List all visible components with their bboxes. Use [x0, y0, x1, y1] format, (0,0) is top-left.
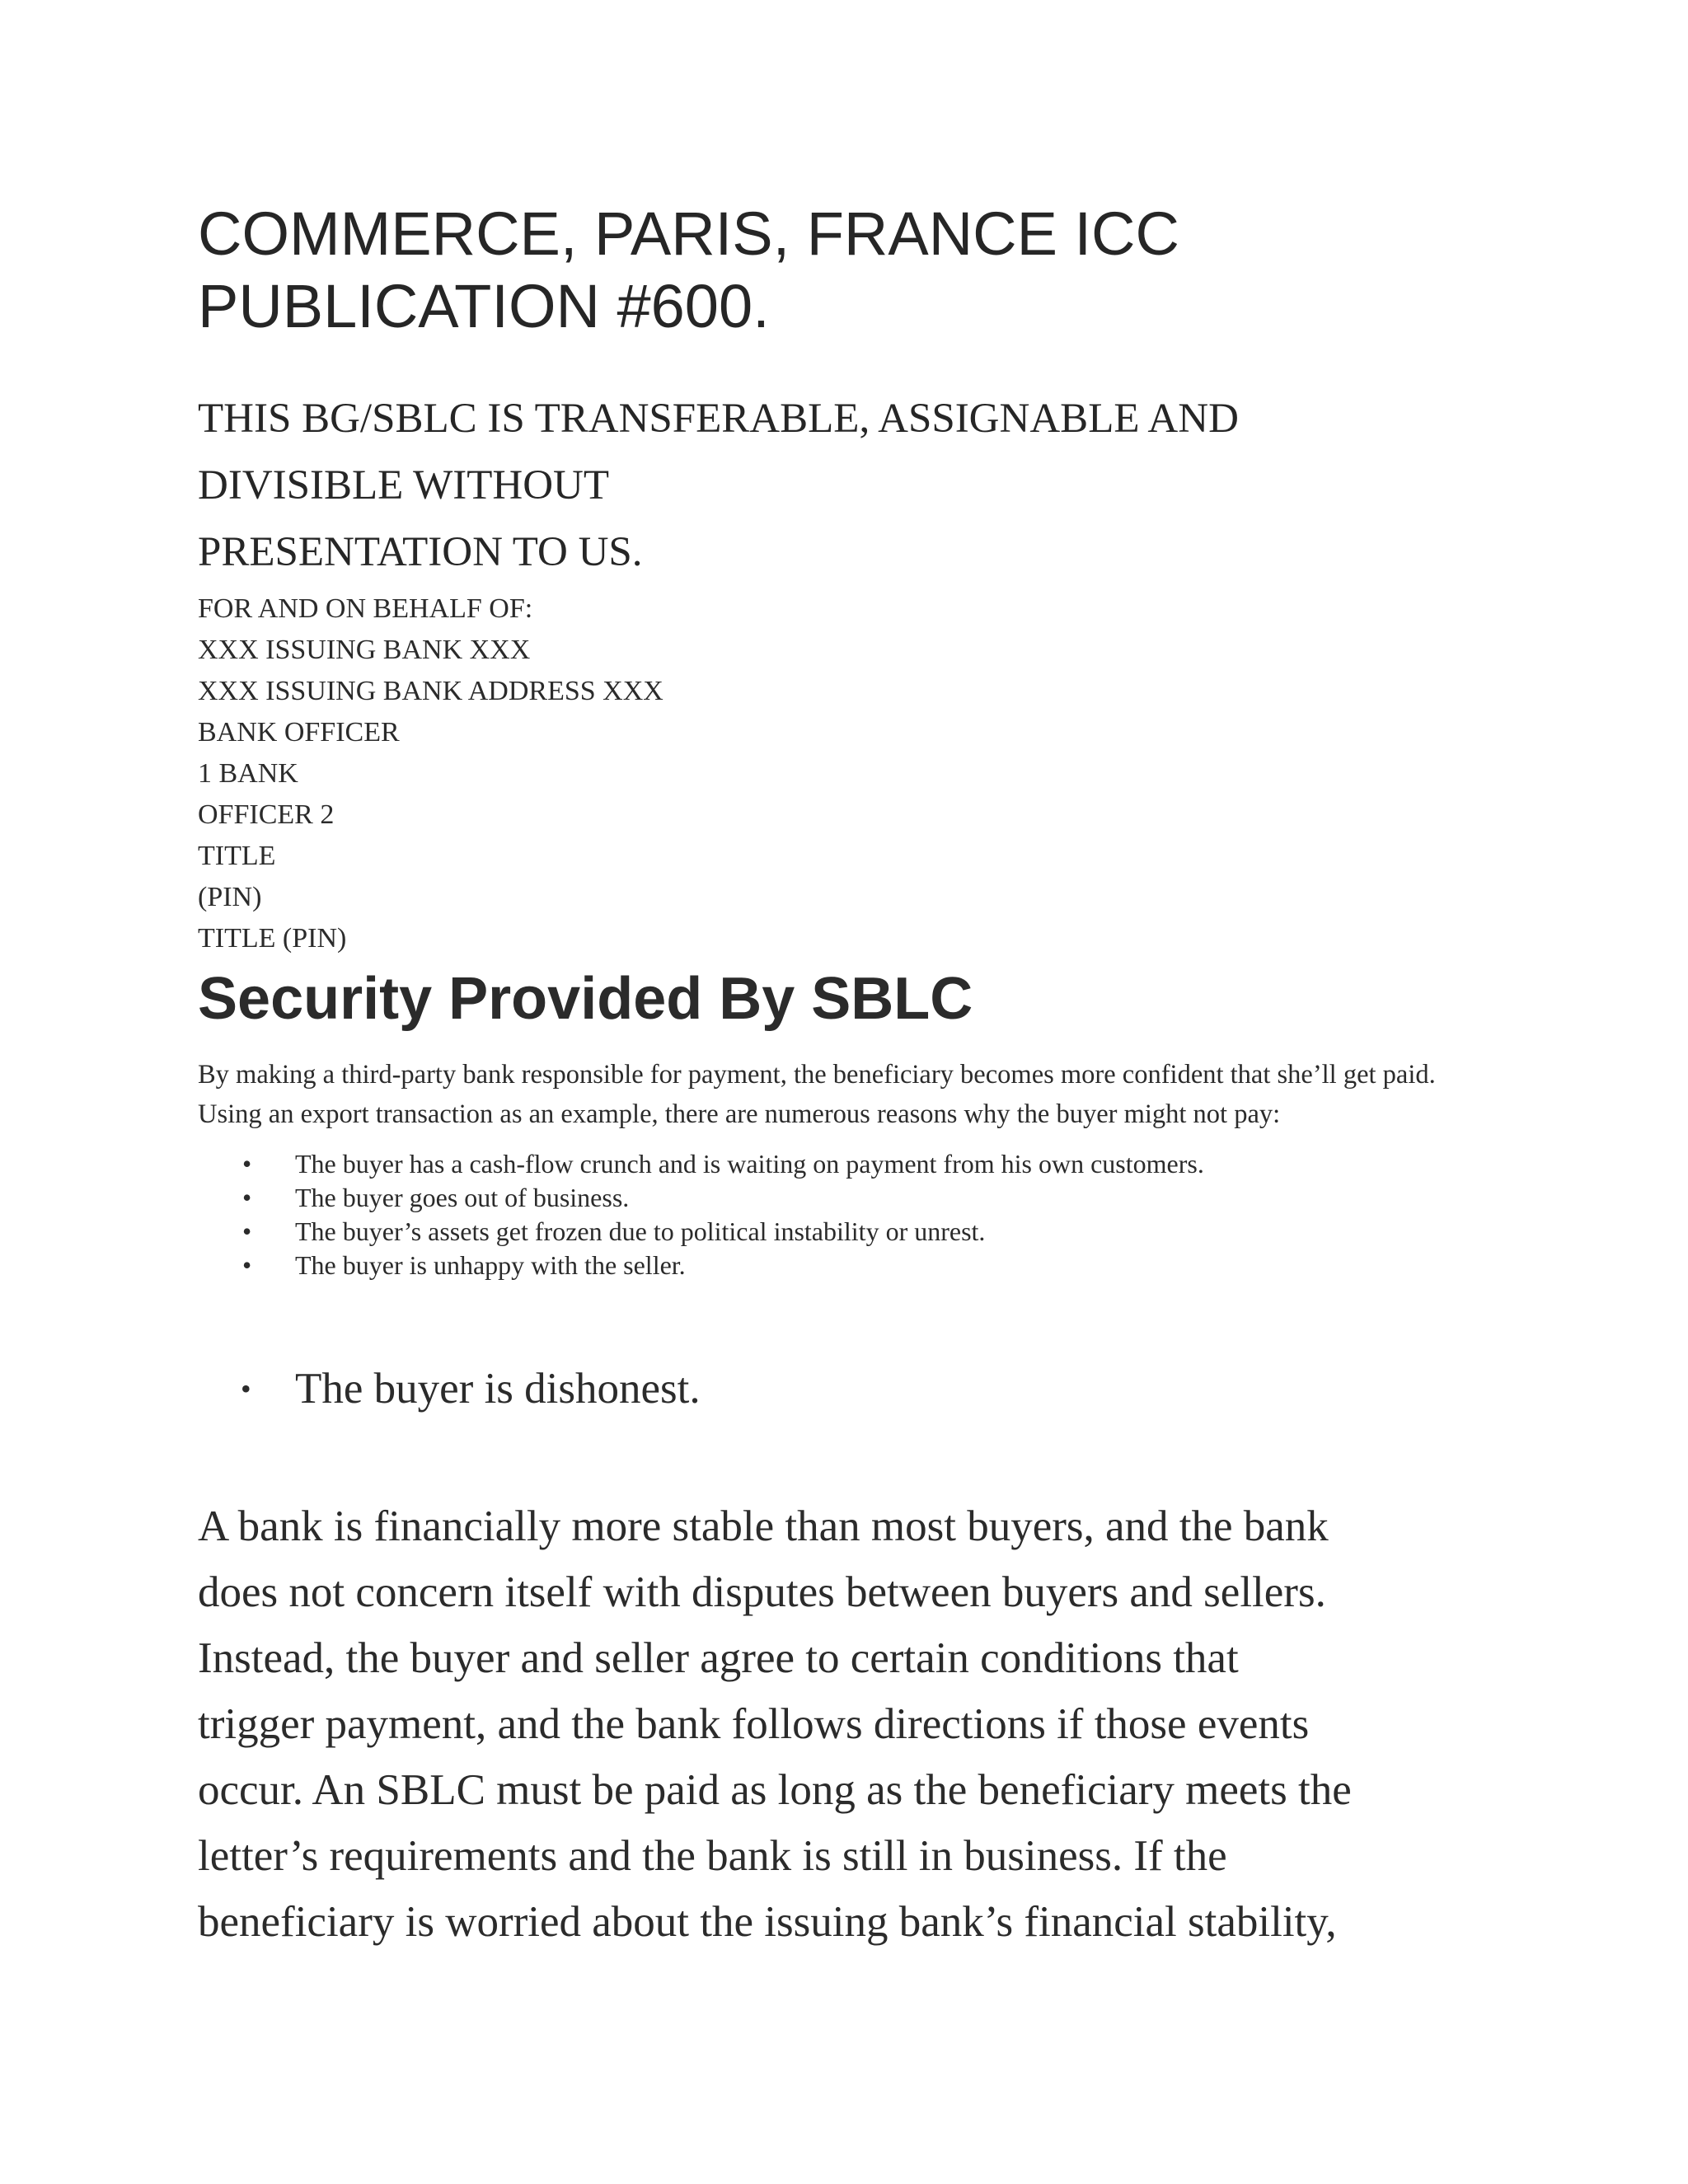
paragraph-line: does not concern itself with disputes between buyers and sellers. [198, 1568, 1326, 1616]
signature-line: TITLE (PIN) [198, 923, 347, 954]
transfer-line: THIS BG/SBLC IS TRANSFERABLE, ASSIGNABLE AND [198, 396, 1239, 442]
signature-line: XXX ISSUING BANK XXX [198, 635, 531, 665]
paragraph-line: trigger payment, and the bank follows directions if those events [198, 1700, 1310, 1748]
list-item-text: The buyer is dishonest. [295, 1365, 701, 1413]
signature-line: OFFICER 2 [198, 799, 335, 830]
paragraph-line: beneficiary is worried about the issuing bank’s financial stability, [198, 1898, 1337, 1946]
transfer-line: PRESENTATION TO US. [198, 529, 643, 575]
reasons-list-continued [198, 1360, 1484, 1418]
list-item-text: The buyer goes out of business. [295, 1183, 630, 1212]
signature-line: TITLE [198, 841, 276, 871]
signature-line: XXX ISSUING BANK ADDRESS XXX [198, 676, 663, 706]
list-item-text: The buyer is unhappy with the seller. [295, 1250, 686, 1280]
list-item [198, 1181, 1484, 1215]
bullet-icon: • [242, 1216, 252, 1246]
signature-line: BANK OFFICER [198, 717, 400, 748]
signature-line: 1 BANK [198, 758, 298, 789]
bullet-icon: • [241, 1372, 251, 1405]
paragraph-line: letter’s requirements and the bank is still in business. If the [198, 1832, 1227, 1880]
transfer-line: DIVISIBLE WITHOUT [198, 462, 610, 509]
list-item-text: The buyer’s assets get frozen due to political instability or unrest. [295, 1216, 986, 1246]
body-paragraph [198, 1493, 1517, 1955]
section-title: Security Provided By SBLC [198, 966, 973, 1032]
bullet-icon: • [242, 1183, 252, 1212]
bullet-icon: • [242, 1149, 252, 1179]
transfer-statement [198, 386, 1517, 586]
list-item [198, 1215, 1484, 1249]
reasons-list [198, 1147, 1484, 1282]
signature-block [198, 588, 1187, 959]
list-item [198, 1249, 1484, 1282]
signature-line: FOR AND ON BEHALF OF: [198, 593, 533, 624]
signature-line: (PIN) [198, 882, 262, 912]
paragraph-line: Instead, the buyer and seller agree to certain conditions that [198, 1634, 1239, 1682]
heading-line: COMMERCE, PARIS, FRANCE ICC [198, 199, 1179, 268]
intro-paragraph: By making a third-party bank responsible for payment, the beneficiary becomes more confident that she’ll get paid. Using an export transaction as an example, there are numerous reasons why the buyer might not pay: [198, 1060, 1436, 1129]
list-item [198, 1147, 1484, 1181]
list-item [198, 1360, 1484, 1418]
heading-line: PUBLICATION #600. [198, 272, 770, 340]
paragraph-line: A bank is financially more stable than most buyers, and the bank [198, 1502, 1329, 1550]
document-heading [198, 198, 1517, 343]
bullet-icon: • [242, 1250, 252, 1280]
list-item-text: The buyer has a cash-flow crunch and is waiting on payment from his own customers. [295, 1149, 1204, 1179]
paragraph-line: occur. An SBLC must be paid as long as the beneficiary meets the [198, 1766, 1352, 1814]
